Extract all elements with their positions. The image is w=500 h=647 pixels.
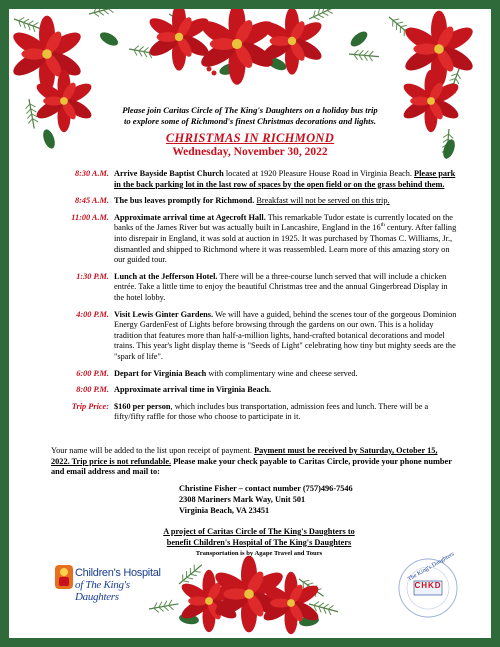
schedule bbox=[49, 169, 457, 429]
trip-price-amount: $160 per person bbox=[114, 401, 171, 411]
schedule-text: We will have a guided, behind the scenes tour of the gorgeous Dominion Energy GardenFest of Lights before browsing through the gardens on our own. This is a holiday tradition that features more than half-a-million lights, hand-crafted botanical decorations and model trains. This year's light display theme is "Seeds of Light" celebrating how tiny but mighty seeds are the "spark of life". bbox=[114, 309, 457, 361]
schedule-description bbox=[114, 369, 457, 380]
payment-deadline: Payment must be received by Saturday, October 15, 2022. Trip price is not refundable. bbox=[51, 446, 438, 466]
schedule-time: 6:00 P.M. bbox=[76, 368, 109, 378]
flyer bbox=[9, 9, 491, 638]
contact-street: 2308 Mariners Mark Way, Unit 501 bbox=[179, 495, 306, 504]
schedule-heading: Visit Lewis Ginter Gardens. bbox=[114, 309, 214, 319]
schedule-item bbox=[49, 213, 457, 266]
hospital-name-line2: of The King's Daughters bbox=[75, 579, 130, 603]
payment-lead: Your name will be added to the list upon receipt of payment. bbox=[51, 446, 255, 455]
seal-letters: CHKD bbox=[414, 581, 442, 590]
schedule-heading: Approximate arrival time at Agecroft Hall. bbox=[114, 212, 266, 222]
schedule-item bbox=[49, 196, 457, 207]
schedule-item bbox=[49, 402, 457, 423]
schedule-description bbox=[114, 213, 457, 266]
schedule-emphasis: Breakfast will not be served on this trip. bbox=[256, 196, 390, 206]
schedule-heading: Approximate arrival time in Virginia Beach. bbox=[114, 385, 272, 395]
contact-name-phone: Christine Fisher – contact number (757)496-7546 bbox=[179, 484, 353, 493]
schedule-text: located at 1920 Pleasure House Road in Virginia Beach. bbox=[223, 169, 415, 178]
kings-daughters-seal-text bbox=[397, 551, 459, 619]
schedule-time: 8:00 P.M. bbox=[76, 385, 109, 395]
event-date: Wednesday, November 30, 2022 bbox=[172, 146, 328, 158]
contact-city: Virginia Beach, VA 23451 bbox=[179, 506, 270, 515]
childrens-hospital-logo-icon bbox=[53, 563, 75, 593]
schedule-time: 11:00 A.M. bbox=[71, 212, 109, 222]
schedule-time: 8:45 A.M. bbox=[74, 196, 109, 206]
schedule-description bbox=[114, 272, 457, 304]
schedule-heading: Lunch at the Jefferson Hotel. bbox=[114, 271, 218, 281]
schedule-item bbox=[49, 169, 457, 190]
schedule-description bbox=[114, 385, 457, 396]
schedule-time: 4:00 P.M. bbox=[76, 309, 109, 319]
schedule-item bbox=[49, 272, 457, 304]
payment-rest: Please make your check payable to Caritas Circle, provide your phone number and email address and mail to: bbox=[51, 456, 452, 477]
seal-arc-text: The King's Daughters bbox=[407, 551, 456, 583]
schedule-item bbox=[49, 369, 457, 380]
schedule-description bbox=[114, 310, 457, 363]
schedule-description bbox=[114, 169, 457, 190]
schedule-emphasis: Please park in the back parking lot in the last row of spaces by the open field or on the grass behind them. bbox=[114, 169, 456, 189]
schedule-item bbox=[49, 385, 457, 396]
intro-line1-a: Please join Caritas Circle of The King's Daughters bbox=[122, 105, 305, 115]
schedule-text: with complimentary wine and cheese served. bbox=[206, 368, 358, 378]
intro-line1-b: on a holiday bus trip bbox=[304, 105, 378, 115]
project-line2: benefit Children's Hospital of The King's Daughters bbox=[166, 537, 352, 547]
ordinal-superscript: th bbox=[380, 222, 385, 229]
hospital-name-line1: Children's Hospital bbox=[75, 567, 161, 579]
intro-text bbox=[69, 105, 431, 127]
schedule-text: century. After falling into disrepair in England, it was sold at auction in 1925. It was purchased by Thomas C. Williams, Jr., dismantled and shipped to Richmond where it was reassembled. Learn more of this amazing story on our guided tour. bbox=[114, 223, 457, 265]
project-line1: A project of Caritas Circle of The King's Daughters to bbox=[163, 527, 355, 536]
schedule-text: There will be a three-course lunch served that will include a chicken entrée. Take a little time to enjoy the beautiful Christmas tree and the annual Gingerbread Display in the hotel lobby. bbox=[114, 271, 448, 302]
schedule-description bbox=[114, 196, 457, 207]
schedule-time: 8:30 A.M. bbox=[74, 169, 109, 178]
schedule-heading: The bus leaves promptly for Richmond. bbox=[114, 196, 255, 206]
project-credit bbox=[139, 527, 379, 548]
schedule-text: This remarkable Tudor estate is currently located on the banks of the James River but was actually built in Lancashire, England in the 16 bbox=[114, 212, 453, 233]
schedule-time: 1:30 P.M. bbox=[76, 271, 109, 281]
event-title: CHRISTMAS IN RICHMOND bbox=[165, 131, 335, 145]
payment-instructions bbox=[51, 446, 455, 478]
mailing-address bbox=[179, 483, 429, 516]
schedule-heading: Arrive Bayside Baptist Church bbox=[114, 169, 224, 178]
schedule-item bbox=[49, 310, 457, 363]
trip-price-text: , which includes bus transportation, admission fees and lunch. There will be a fifty/fifty raffle for those who choose to participate in it. bbox=[114, 401, 429, 422]
trip-price-description bbox=[114, 402, 457, 423]
schedule-heading: Depart for Virginia Beach bbox=[114, 368, 207, 378]
intro-line2: to explore some of Richmond's finest Christmas decorations and lights. bbox=[123, 116, 377, 126]
trip-price-label: Trip Price: bbox=[71, 401, 109, 411]
childrens-hospital-logo-text bbox=[75, 567, 175, 603]
transportation-credit: Transportation is by Agape Travel and Tours bbox=[195, 550, 323, 557]
